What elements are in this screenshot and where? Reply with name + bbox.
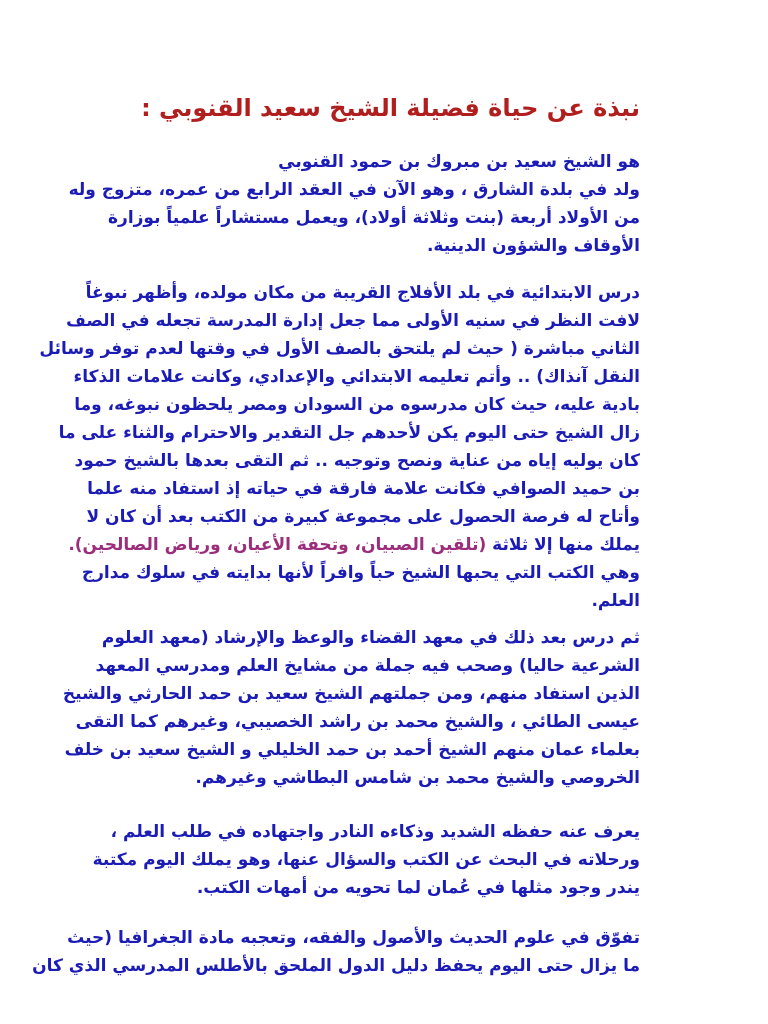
text-line: ثم درس بعد ذلك في معهد القضاء والوعظ والإرشاد (معهد العلوم [101, 628, 640, 648]
text-line: بعلماء عمان منهم الشيخ أحمد بن حمد الخليلي و الشيخ سعيد بن خلف [64, 740, 640, 760]
text-line: وهي الكتب التي يحبها الشيخ حباً وافراً لأنها بدايته في سلوك مدارج [81, 563, 640, 583]
text-line: ما يزال حتى اليوم يحفظ دليل الدول الملحق بالأطلس المدرسي الذي كان [32, 956, 640, 976]
text-line: بادية عليه، حيث كان مدرسوه من السودان ومصر يلحظون نبوغه، وما [74, 395, 640, 415]
paragraph-biography-intro [68, 148, 640, 260]
text-line: يعرف عنه حفظه الشديد وذكاءه النادر واجتهاده في طلب العلم ، [110, 822, 640, 842]
text-line: الذين استفاد منهم، ومن جملتهم الشيخ سعيد بن حمد الحارثي والشيخ [62, 684, 640, 704]
paragraph-institute-studies [62, 624, 640, 792]
text-line: تفوّق في علوم الحديث والأصول والفقه، وتعجبه مادة الجغرافيا (حيث [67, 928, 640, 948]
text-line: يندر وجود مثلها في عُمان لما تحويه من أمهات الكتب. [196, 878, 640, 898]
text-line: وأتاح له فرصة الحصول على مجموعة كبيرة من الكتب بعد أن كان لا [86, 507, 640, 527]
text-line: بن حميد الصوافي فكانت علامة فارقة في حياته إذ استفاد منه علما [87, 479, 640, 499]
paragraph-memory-library [92, 818, 640, 902]
page-title: نبذة عن حياة فضيلة الشيخ سعيد القنوبي : [141, 94, 640, 122]
book-titles: (تلقين الصبيان، وتحفة الأعيان، ورياض الصالحين). [68, 535, 487, 555]
text-line: ورحلاته في البحث عن الكتب والسؤال عنها، وهو يملك اليوم مكتبة [92, 850, 640, 870]
paragraph-early-education [39, 279, 640, 615]
text-line: العلم. [591, 591, 640, 611]
text-line: من الأولاد أربعة (بنت وثلاثة أولاد)، ويعمل مستشاراً علمياً بوزارة [108, 208, 640, 228]
text-line-books [68, 531, 640, 559]
paragraph-excellence [32, 924, 640, 980]
text-line: الشرعية حاليا) وصحب فيه جملة من مشايخ العلم ومدرسي المعهد [95, 656, 640, 676]
text-line: الثاني مباشرة ( حيث لم يلتحق بالصف الأول في وقتها لعدم توفر وسائل [39, 339, 640, 359]
books-line-prefix: يملك منها إلا ثلاثة [486, 535, 640, 555]
text-line: النقل آنذاك) .. وأتم تعليمه الابتدائي والإعدادي، وكانت علامات الذكاء [73, 367, 640, 387]
text-line: زال الشيخ حتى اليوم يكن لأحدهم جل التقدير والاحترام والثناء على ما [58, 423, 640, 443]
text-line: درس الابتدائية في بلد الأفلاج القريبة من مكان مولده، وأظهر نبوغاً [85, 283, 640, 303]
text-line: عيسى الطائي ، والشيخ محمد بن راشد الخصيبي، وغيرهم كما التقى [75, 712, 640, 732]
text-line: الأوقاف والشؤون الدينية. [426, 236, 640, 256]
text-line: الخروصي والشيخ محمد بن شامس البطاشي وغيرهم. [195, 768, 640, 788]
text-line: كان يوليه إياه من عناية ونصح وتوجيه .. ثم التقى بعدها بالشيخ حمود [74, 451, 640, 471]
text-line: لافت النظر في سنيه الأولى مما جعل إدارة المدرسة تجعله في الصف [66, 311, 640, 331]
text-line: هو الشيخ سعيد بن مبروك بن حمود القنوبي [278, 152, 640, 172]
text-line: ولد في بلدة الشارق ، وهو الآن في العقد الرابع من عمره، متزوج وله [68, 180, 640, 200]
